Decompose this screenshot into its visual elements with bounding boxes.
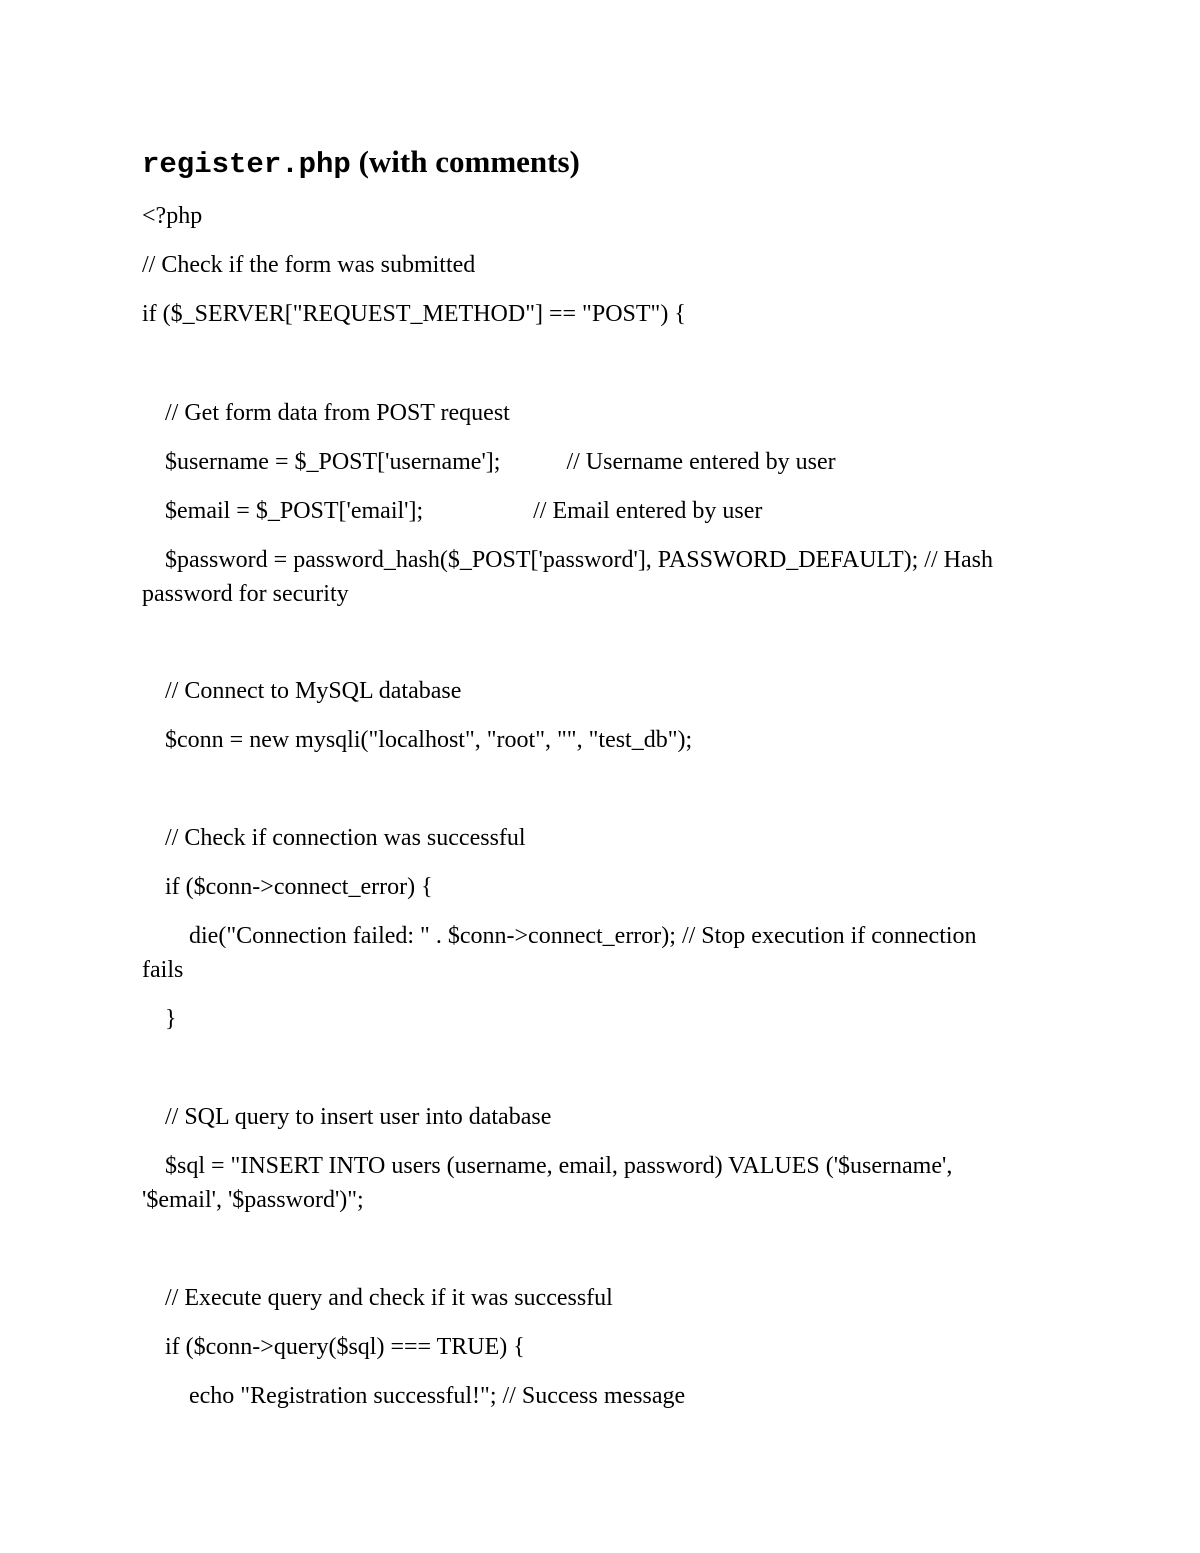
code-comment: // Execute query and check if it was successful — [165, 1285, 613, 1311]
code-line: echo "Registration successful!"; // Success message — [189, 1383, 686, 1409]
code-comment: // Get form data from POST request — [165, 400, 510, 426]
code-line-wrap: '$email', '$password')"; — [142, 1187, 364, 1213]
code-line: die("Connection failed: " . $conn->connect_error); // Stop execution if connection — [189, 923, 977, 949]
code-statement: $username = $_POST['username']; — [165, 449, 501, 475]
heading-filename: register.php — [142, 148, 351, 181]
code-line: $sql = "INSERT INTO users (username, email, password) VALUES ('$username', — [165, 1153, 953, 1179]
code-statement: $email = $_POST['email']; — [165, 498, 424, 524]
document-heading — [142, 142, 580, 185]
code-line: $password = password_hash($_POST['password'], PASSWORD_DEFAULT); // Hash — [165, 547, 993, 573]
code-comment: // Check if connection was successful — [165, 825, 526, 851]
code-line: if ($conn->query($sql) === TRUE) { — [165, 1334, 525, 1360]
code-line — [165, 494, 762, 528]
inline-comment: // Email entered by user — [533, 498, 763, 524]
code-line: $conn = new mysqli("localhost", "root", "", "test_db"); — [165, 727, 693, 753]
code-line-wrap: fails — [142, 957, 184, 983]
code-line: if ($_SERVER["REQUEST_METHOD"] == "POST") { — [142, 301, 686, 327]
code-line: } — [165, 1006, 177, 1032]
code-comment: // Check if the form was submitted — [142, 252, 476, 278]
code-line: <?php — [142, 203, 203, 229]
code-line: if ($conn->connect_error) { — [165, 874, 433, 900]
heading-caption: (with comments) — [350, 144, 580, 179]
code-comment: // Connect to MySQL database — [165, 678, 462, 704]
inline-comment: // Username entered by user — [566, 449, 836, 475]
code-line-wrap: password for security — [142, 581, 349, 607]
code-line — [165, 445, 836, 479]
code-comment: // SQL query to insert user into database — [165, 1104, 552, 1130]
